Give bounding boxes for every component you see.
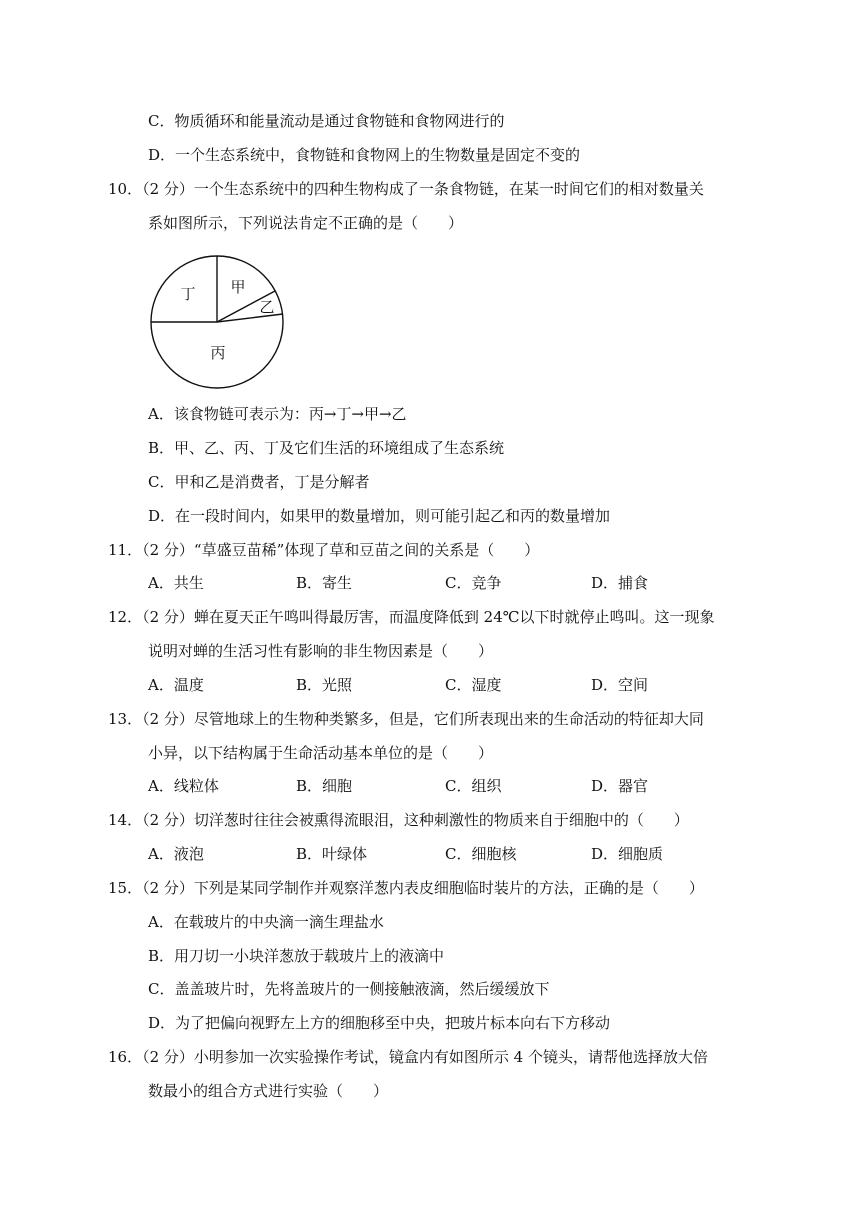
q14-option-d: D．细胞质 (591, 845, 664, 863)
q13-option-a: A．线粒体 (148, 777, 219, 795)
q10-option-d: D．在一段时间内，如果甲的数量增加，则可能引起乙和丙的数量增加 (148, 507, 611, 525)
q13-stem-line2: 小异，以下结构属于生命活动基本单位的是（ ） (148, 744, 494, 762)
q13-option-c: C．组织 (445, 777, 502, 795)
q11-option-a: A．共生 (148, 574, 204, 592)
food-chain-pie-figure (148, 254, 288, 390)
q13-option-d: D．器官 (591, 777, 649, 795)
q9-option-c: C．物质循环和能量流动是通过食物链和食物网进行的 (148, 112, 505, 130)
q10-option-b: B．甲、乙、丙、丁及它们生活的环境组成了生态系统 (148, 439, 505, 457)
q10-option-a: A．该食物链可表示为：丙→丁→甲→乙 (148, 405, 407, 423)
q13-stem-line1: 13．（2 分）尽管地球上的生物种类繁多，但是，它们所表现出来的生命活动的特征却大同 (108, 710, 704, 728)
pie-label-jia: 甲 (230, 278, 246, 296)
pie-label-yi: 乙 (259, 298, 275, 316)
q16-stem-line1: 16．（2 分）小明参加一次实验操作考试，镜盒内有如图所示 4 个镜头，请帮他选择放大倍 (108, 1048, 708, 1066)
q12-stem-line1: 12．（2 分）蝉在夏天正午鸣叫得最厉害，而温度降低到 24℃以下时就停止鸣叫。这一现象 (108, 608, 715, 626)
q9-option-d: D．一个生态系统中，食物链和食物网上的生物数量是固定不变的 (148, 146, 581, 164)
q15-stem: 15．（2 分）下列是某同学制作并观察洋葱内表皮细胞临时装片的方法，正确的是（ ） (108, 879, 704, 897)
q10-option-c: C．甲和乙是消费者，丁是分解者 (148, 473, 370, 491)
q12-option-a: A．温度 (148, 676, 204, 694)
q12-option-d: D．空间 (591, 676, 649, 694)
q11-stem: 11．（2 分）“草盛豆苗稀”体现了草和豆苗之间的关系是（ ） (108, 541, 540, 559)
q16-stem-line2: 数最小的组合方式进行实验（ ） (148, 1082, 389, 1100)
q12-stem-line2: 说明对蝉的生活习性有影响的非生物因素是（ ） (148, 642, 494, 660)
q12-option-b: B．光照 (296, 676, 353, 694)
pie-label-ding: 丁 (180, 285, 196, 303)
q12-option-c: C．湿度 (445, 676, 502, 694)
q10-stem-line2: 系如图所示，下列说法肯定不正确的是（ ） (148, 214, 464, 232)
q11-option-b: B．寄生 (296, 574, 353, 592)
q15-option-c: C．盖盖玻片时，先将盖玻片的一侧接触液滴，然后缓缓放下 (148, 980, 550, 998)
q14-stem: 14．（2 分）切洋葱时往往会被熏得流眼泪，这种刺激性的物质来自于细胞中的（ ） (108, 811, 689, 829)
pie-label-bing: 丙 (210, 344, 226, 362)
q14-option-c: C．细胞核 (445, 845, 517, 863)
q10-stem-line1: 10．（2 分）一个生态系统中的四种生物构成了一条食物链，在某一时间它们的相对数量关 (108, 180, 704, 198)
q14-option-a: A．液泡 (148, 845, 204, 863)
q11-option-c: C．竞争 (445, 574, 502, 592)
q15-option-b: B．用刀切一小块洋葱放于载玻片上的液滴中 (148, 947, 445, 965)
q15-option-a: A．在载玻片的中央滴一滴生理盐水 (148, 913, 384, 931)
q14-option-b: B．叶绿体 (296, 845, 368, 863)
q11-option-d: D．捕食 (591, 574, 649, 592)
q13-option-b: B．细胞 (296, 777, 353, 795)
q15-option-d: D．为了把偏向视野左上方的细胞移至中央，把玻片标本向右下方移动 (148, 1014, 611, 1032)
